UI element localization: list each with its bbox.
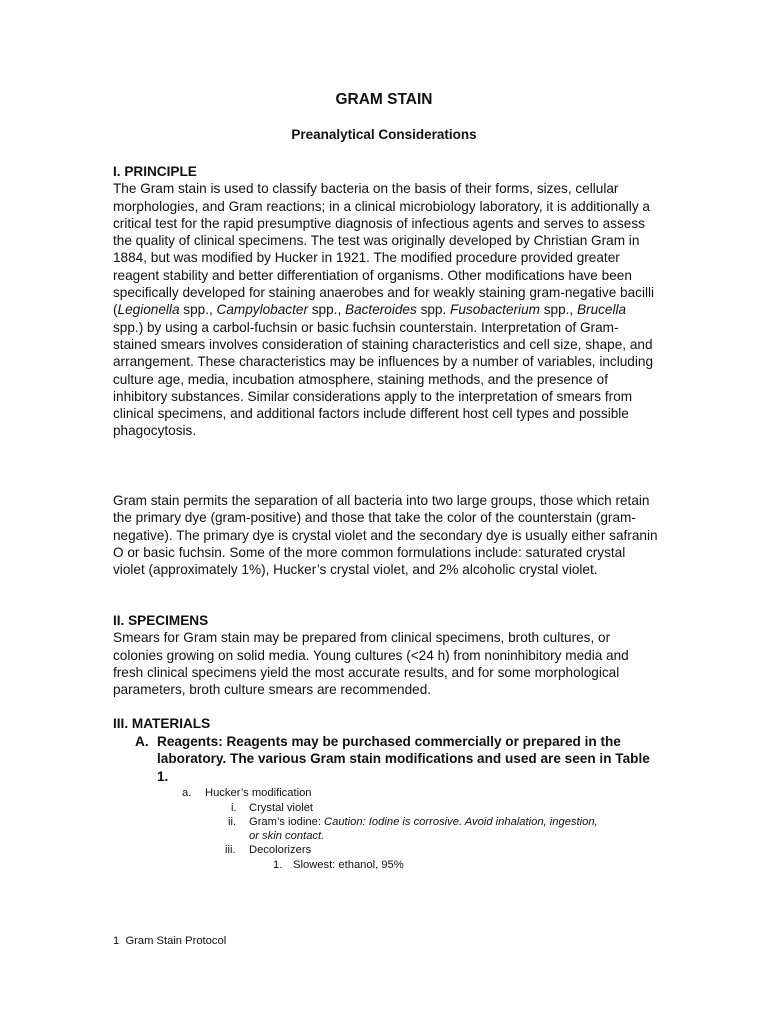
iodine-caution-line-1: Caution: Iodine is corrosive. Avoid inhalation, ingestion, [324, 816, 598, 828]
list-item-grams-iodine [249, 815, 598, 829]
materials-section [113, 715, 658, 732]
specimens-paragraph: Smears for Gram stain may be prepared from clinical specimens, broth cultures, or colonies growing on solid media. Young cultures (<24 h) from noninhibitory media and fresh clinical specimens yield the most accurate results, and for some morphological parameters, broth culture smears are recommended. [113, 630, 629, 698]
reagents-text: Reagents: Reagents may be purchased commercially or prepared in the laboratory. The various Gram stain modifications and used are seen in Table 1. [157, 734, 650, 784]
list-item-hucker: Hucker’s modification [205, 787, 312, 799]
list-label-i: i. [231, 802, 237, 814]
genus-legionella: Legionella [117, 302, 180, 318]
iodine-label: Gram’s iodine: [249, 816, 325, 828]
text-run: spp. [416, 302, 451, 318]
materials-heading: III. MATERIALS [113, 716, 211, 731]
list-item-crystal-violet: Crystal violet [249, 802, 314, 814]
list-label-a: a. [182, 787, 192, 799]
specimens-heading: II. SPECIMENS [113, 613, 209, 628]
principle-paragraph-1 [113, 180, 658, 439]
principle-paragraph-2-block [113, 492, 658, 578]
genus-bacteroides: Bacteroides [345, 302, 417, 318]
text-run: spp., [179, 302, 217, 318]
genus-brucella: Brucella [576, 302, 627, 318]
text-run: spp.) by using a carbol-fuchsin or basic fuchsin counterstain. Interpretation of Gram-stained smears involves consideration of staining characteristics and cell size, shape, and arrangement. These characteristics may be influences by a number of variables, including culture age, media, incubation atmosphere, staining methods, and the presence of inhibitory substances. Similar considerations apply to the interpretation of smears from clinical specimens, and additional factors include different host cell types and possible phagocytosis. [113, 319, 653, 439]
footer-label: Gram Stain Protocol [125, 935, 227, 947]
list-item-decolorizers: Decolorizers [249, 844, 312, 856]
iodine-caution-line-2 [249, 829, 324, 843]
page-footer [113, 935, 226, 947]
document-title: GRAM STAIN [335, 91, 433, 108]
genus-campylobacter: Campylobacter [216, 302, 308, 318]
principle-heading: I. PRINCIPLE [113, 164, 197, 179]
genus-fusobacterium: Fusobacterium [450, 302, 540, 318]
document-subtitle: Preanalytical Considerations [291, 127, 477, 142]
page-number: 1 [113, 935, 120, 947]
iodine-caution-text: or skin contact. [249, 830, 325, 842]
principle-paragraph-2: Gram stain permits the separation of all bacteria into two large groups, those which retain the primary dye (gram-positive) and those that take the color of the counterstain (gram-negative). The primary dye is crystal violet and the secondary dye is usually either safranin O or basic fuchsin. Some of the more common formulations include: saturated crystal violet (approximately 1%), Hucker’s crystal violet, and 2% alcoholic crystal violet. [113, 493, 658, 578]
list-label-ii: ii. [228, 816, 237, 828]
text-run: The Gram stain is used to classify bacteria on the basis of their forms, sizes, cellular morphologies, and Gram reactions; in a clinical microbiology laboratory, it is additionally a critical test for the rapid presumptive diagnosis of infectious agents and serves to assess the quality of clinical specimens. The test was originally developed by Christian Gram in 1884, but was modified by Hucker in 1921. The modified procedure provided greater reagent stability and better differentiation of organisms. Other modifications have been specifically developed for staining anaerobes and for weakly staining gram-negative bacilli ( [113, 181, 655, 318]
text-run: spp., [539, 302, 577, 318]
text-run: spp., [307, 302, 345, 318]
list-label-iii: iii. [225, 844, 236, 856]
reagents-item [135, 733, 660, 785]
principle-section [113, 163, 658, 440]
list-label-1: 1. [273, 859, 283, 871]
specimens-section [113, 612, 658, 698]
reagents-label: A. [135, 734, 149, 749]
list-item-ethanol: Slowest: ethanol, 95% [293, 859, 404, 871]
